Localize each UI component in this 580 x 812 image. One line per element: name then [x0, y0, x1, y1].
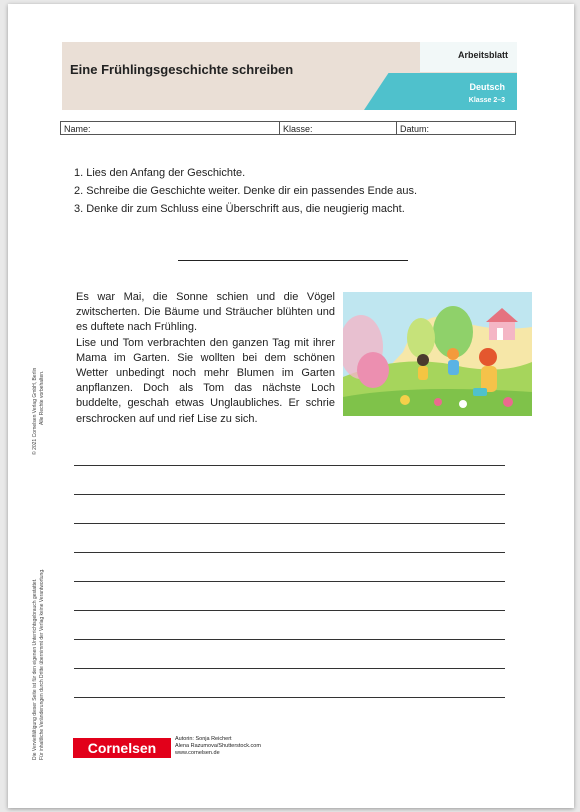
task-item: 1. Lies den Anfang der Geschichte.	[74, 167, 246, 179]
writing-line[interactable]	[74, 523, 505, 524]
author-credit: Autorin: Sonja Reichert	[175, 736, 232, 742]
class-field[interactable]: Klasse:	[280, 122, 397, 134]
legal-notice-line: Für inhaltliche Veränderungen durch Dritte übernimmt der Verlag keine Verantwortung.	[39, 568, 45, 760]
student-info-fields	[60, 121, 516, 135]
task-item: 3. Denke dir zum Schluss eine Überschrift aus, die neugierig macht.	[74, 203, 405, 215]
name-field[interactable]: Name:	[61, 122, 280, 134]
story-paragraph: Lise und Tom verbrachten den ganzen Tag mit ihrer Mama im Garten. Sie wollten bei dem schönen Wetter unbedingt noch mehr Blumen im Garten anpflanzen. Doch als Tom das nächste Loch buddelte, geschah etwas Unglaubliches. Er schrie erschrocken auf und rief Lise zu sich.	[76, 336, 335, 425]
image-credit: Alena Razumova/Shutterstock.com	[175, 743, 261, 749]
copyright-line: © 2021 Cornelsen Verlag GmbH, Berlin	[32, 367, 38, 455]
date-field[interactable]: Datum:	[400, 124, 430, 134]
legal-notice-line: Die Vervielfältigung dieser Seite ist für den eigenen Unterrichtsgebrauch gestattet.	[32, 578, 38, 760]
writing-line[interactable]	[74, 494, 505, 495]
writing-line[interactable]	[74, 465, 505, 466]
story-paragraph: Es war Mai, die Sonne schien und die Vögel zwitscherten. Die Bäume und Sträucher blühten und es duftete nach Frühling.	[76, 291, 335, 334]
subject-label: Deutsch	[469, 82, 505, 92]
cornelsen-logo: Cornelsen	[73, 738, 171, 758]
website-link[interactable]: www.cornelsen.de	[175, 750, 220, 756]
writing-line[interactable]	[74, 610, 505, 611]
story-text	[76, 290, 335, 427]
worksheet-label: Arbeitsblatt	[457, 50, 508, 60]
page-title: Eine Frühlingsgeschichte schreiben	[70, 62, 294, 77]
rights-line: Alle Rechte vorbehalten.	[39, 370, 45, 425]
writing-line[interactable]	[74, 639, 505, 640]
writing-line[interactable]	[74, 697, 505, 698]
task-list	[74, 164, 417, 218]
task-item: 2. Schreibe die Geschichte weiter. Denke dir ein passendes Ende aus.	[74, 185, 418, 197]
footer-credits	[175, 736, 261, 757]
writing-line[interactable]	[74, 552, 505, 553]
grade-label: Klasse 2–3	[468, 97, 505, 104]
writing-line[interactable]	[74, 668, 505, 669]
story-title-line[interactable]	[178, 260, 408, 261]
writing-line[interactable]	[74, 581, 505, 582]
garden-illustration	[343, 292, 532, 416]
